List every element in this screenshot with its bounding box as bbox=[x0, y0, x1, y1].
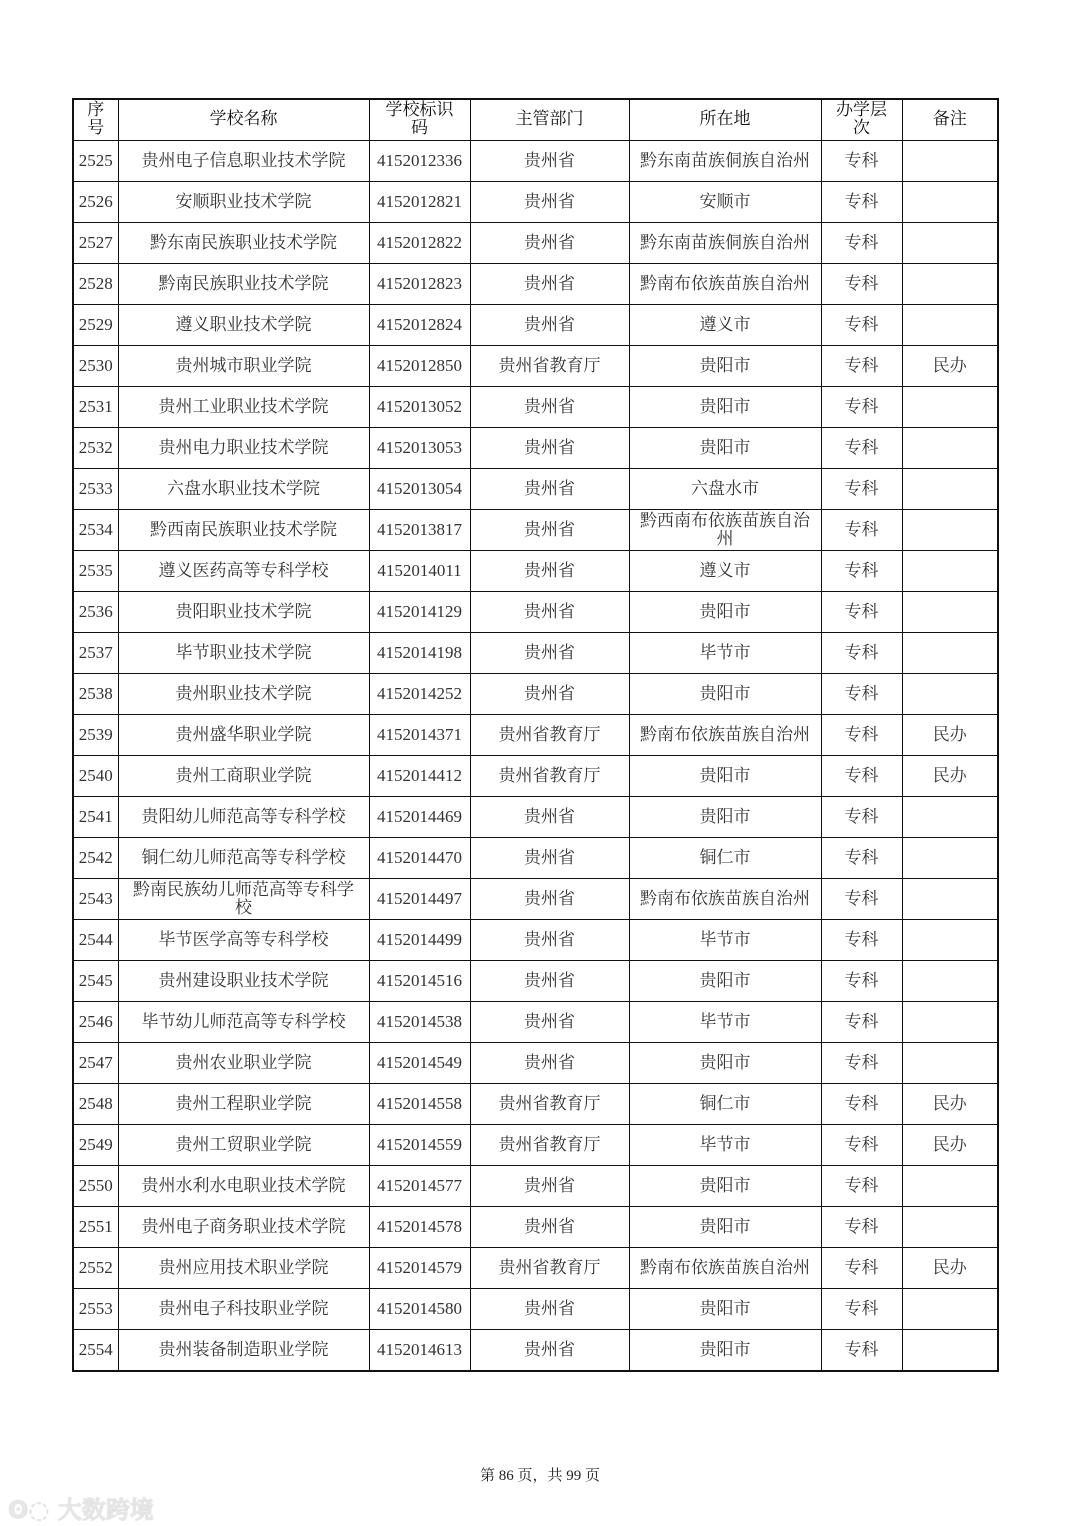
cell-remarks bbox=[902, 387, 998, 428]
cell-school-code: 4152013053 bbox=[369, 428, 470, 469]
cell-index: 2549 bbox=[73, 1125, 118, 1166]
cell-school-code: 4152014559 bbox=[369, 1125, 470, 1166]
cell-school-code: 4152014412 bbox=[369, 756, 470, 797]
table-row bbox=[73, 305, 998, 346]
cell-department: 贵州省 bbox=[470, 838, 629, 879]
cell-level: 专科 bbox=[821, 1330, 902, 1372]
cell-remarks bbox=[902, 1207, 998, 1248]
cell-location: 黔东南苗族侗族自治州 bbox=[629, 141, 821, 182]
header-level: 办学层次 bbox=[821, 99, 902, 141]
cell-school-name: 贵阳幼儿师范高等专科学校 bbox=[118, 797, 369, 838]
cell-remarks bbox=[902, 674, 998, 715]
cell-department: 贵州省 bbox=[470, 223, 629, 264]
table-row bbox=[73, 1248, 998, 1289]
cell-school-name: 遵义医药高等专科学校 bbox=[118, 551, 369, 592]
cell-department: 贵州省 bbox=[470, 428, 629, 469]
cell-department: 贵州省 bbox=[470, 879, 629, 920]
cell-school-code: 4152014252 bbox=[369, 674, 470, 715]
cell-remarks bbox=[902, 428, 998, 469]
cell-location: 遵义市 bbox=[629, 551, 821, 592]
cell-index: 2546 bbox=[73, 1002, 118, 1043]
cell-school-code: 4152012822 bbox=[369, 223, 470, 264]
header-row bbox=[73, 99, 998, 141]
cell-location: 黔南布依族苗族自治州 bbox=[629, 715, 821, 756]
cell-index: 2530 bbox=[73, 346, 118, 387]
cell-location: 贵阳市 bbox=[629, 674, 821, 715]
cell-school-name: 贵州水利水电职业技术学院 bbox=[118, 1166, 369, 1207]
cell-level: 专科 bbox=[821, 715, 902, 756]
table-row bbox=[73, 510, 998, 551]
cell-level: 专科 bbox=[821, 797, 902, 838]
cell-department: 贵州省 bbox=[470, 592, 629, 633]
cell-school-name: 贵州工程职业学院 bbox=[118, 1084, 369, 1125]
cell-location: 黔南布依族苗族自治州 bbox=[629, 264, 821, 305]
cell-school-name: 遵义职业技术学院 bbox=[118, 305, 369, 346]
cell-school-code: 4152012824 bbox=[369, 305, 470, 346]
cell-location: 贵阳市 bbox=[629, 1207, 821, 1248]
cell-remarks bbox=[902, 592, 998, 633]
cell-location: 贵阳市 bbox=[629, 1166, 821, 1207]
cell-school-code: 4152012821 bbox=[369, 182, 470, 223]
cell-level: 专科 bbox=[821, 1002, 902, 1043]
cell-school-code: 4152014011 bbox=[369, 551, 470, 592]
cell-level: 专科 bbox=[821, 141, 902, 182]
cell-remarks: 民办 bbox=[902, 756, 998, 797]
cell-school-code: 4152014549 bbox=[369, 1043, 470, 1084]
cell-location: 贵阳市 bbox=[629, 797, 821, 838]
cell-school-code: 4152014580 bbox=[369, 1289, 470, 1330]
cell-index: 2554 bbox=[73, 1330, 118, 1372]
cell-location: 安顺市 bbox=[629, 182, 821, 223]
cell-index: 2538 bbox=[73, 674, 118, 715]
table-row bbox=[73, 264, 998, 305]
cell-location: 六盘水市 bbox=[629, 469, 821, 510]
cell-school-code: 4152014198 bbox=[369, 633, 470, 674]
cell-index: 2543 bbox=[73, 879, 118, 920]
cell-location: 贵阳市 bbox=[629, 1043, 821, 1084]
cell-department: 贵州省 bbox=[470, 141, 629, 182]
header-department: 主管部门 bbox=[470, 99, 629, 141]
cell-school-code: 4152014578 bbox=[369, 1207, 470, 1248]
cell-school-code: 4152014497 bbox=[369, 879, 470, 920]
cell-location: 贵阳市 bbox=[629, 592, 821, 633]
cell-department: 贵州省教育厅 bbox=[470, 346, 629, 387]
cell-school-code: 4152014613 bbox=[369, 1330, 470, 1372]
cell-department: 贵州省 bbox=[470, 920, 629, 961]
cell-location: 毕节市 bbox=[629, 1125, 821, 1166]
cell-level: 专科 bbox=[821, 182, 902, 223]
cell-remarks bbox=[902, 510, 998, 551]
cell-location: 黔东南苗族侗族自治州 bbox=[629, 223, 821, 264]
cell-index: 2539 bbox=[73, 715, 118, 756]
cell-department: 贵州省 bbox=[470, 1207, 629, 1248]
table-row bbox=[73, 1289, 998, 1330]
watermark-logo: ʘ◌ 大数跨境 bbox=[8, 1496, 154, 1524]
cell-school-name: 六盘水职业技术学院 bbox=[118, 469, 369, 510]
cell-remarks bbox=[902, 551, 998, 592]
cell-index: 2540 bbox=[73, 756, 118, 797]
cell-index: 2547 bbox=[73, 1043, 118, 1084]
cell-school-code: 4152014499 bbox=[369, 920, 470, 961]
cell-school-code: 4152014371 bbox=[369, 715, 470, 756]
cell-department: 贵州省 bbox=[470, 510, 629, 551]
cell-index: 2529 bbox=[73, 305, 118, 346]
cell-location: 毕节市 bbox=[629, 920, 821, 961]
cell-remarks bbox=[902, 264, 998, 305]
cell-index: 2527 bbox=[73, 223, 118, 264]
cell-remarks bbox=[902, 1043, 998, 1084]
cell-location: 毕节市 bbox=[629, 633, 821, 674]
table-row bbox=[73, 346, 998, 387]
cell-level: 专科 bbox=[821, 264, 902, 305]
cell-department: 贵州省 bbox=[470, 1289, 629, 1330]
cell-index: 2535 bbox=[73, 551, 118, 592]
cell-school-name: 贵州工商职业学院 bbox=[118, 756, 369, 797]
cell-level: 专科 bbox=[821, 1289, 902, 1330]
cell-level: 专科 bbox=[821, 1125, 902, 1166]
cell-remarks bbox=[902, 961, 998, 1002]
cell-department: 贵州省 bbox=[470, 1330, 629, 1372]
cell-level: 专科 bbox=[821, 674, 902, 715]
cell-level: 专科 bbox=[821, 838, 902, 879]
cell-remarks bbox=[902, 1289, 998, 1330]
cell-location: 毕节市 bbox=[629, 1002, 821, 1043]
cell-remarks bbox=[902, 879, 998, 920]
cell-department: 贵州省 bbox=[470, 551, 629, 592]
table-row bbox=[73, 756, 998, 797]
cell-level: 专科 bbox=[821, 346, 902, 387]
cell-location: 铜仁市 bbox=[629, 1084, 821, 1125]
cell-level: 专科 bbox=[821, 1248, 902, 1289]
table-row bbox=[73, 961, 998, 1002]
cell-remarks bbox=[902, 305, 998, 346]
cell-location: 贵阳市 bbox=[629, 756, 821, 797]
cell-school-code: 4152014129 bbox=[369, 592, 470, 633]
cell-school-name: 贵阳职业技术学院 bbox=[118, 592, 369, 633]
table-row bbox=[73, 879, 998, 920]
cell-index: 2545 bbox=[73, 961, 118, 1002]
cell-remarks: 民办 bbox=[902, 1125, 998, 1166]
cell-school-name: 贵州装备制造职业学院 bbox=[118, 1330, 369, 1372]
cell-level: 专科 bbox=[821, 223, 902, 264]
cell-school-code: 4152012336 bbox=[369, 141, 470, 182]
cell-school-name: 贵州盛华职业学院 bbox=[118, 715, 369, 756]
cell-school-code: 4152014577 bbox=[369, 1166, 470, 1207]
cell-remarks bbox=[902, 838, 998, 879]
cell-department: 贵州省 bbox=[470, 633, 629, 674]
cell-index: 2534 bbox=[73, 510, 118, 551]
cell-level: 专科 bbox=[821, 387, 902, 428]
cell-department: 贵州省 bbox=[470, 1043, 629, 1084]
cell-remarks bbox=[902, 469, 998, 510]
cell-level: 专科 bbox=[821, 756, 902, 797]
cell-remarks bbox=[902, 223, 998, 264]
header-location: 所在地 bbox=[629, 99, 821, 141]
table-row bbox=[73, 920, 998, 961]
cell-location: 贵阳市 bbox=[629, 961, 821, 1002]
table-row bbox=[73, 469, 998, 510]
table-row bbox=[73, 1084, 998, 1125]
page-footer: 第 86 页，共 99 页 bbox=[479, 1468, 600, 1484]
cell-department: 贵州省 bbox=[470, 469, 629, 510]
table-row bbox=[73, 838, 998, 879]
cell-remarks bbox=[902, 1330, 998, 1372]
cell-remarks: 民办 bbox=[902, 715, 998, 756]
cell-school-name: 毕节幼儿师范高等专科学校 bbox=[118, 1002, 369, 1043]
cell-department: 贵州省 bbox=[470, 797, 629, 838]
cell-school-code: 4152014469 bbox=[369, 797, 470, 838]
header-school-name: 学校名称 bbox=[118, 99, 369, 141]
cell-department: 贵州省 bbox=[470, 961, 629, 1002]
cell-department: 贵州省 bbox=[470, 182, 629, 223]
cell-department: 贵州省教育厅 bbox=[470, 1125, 629, 1166]
cell-index: 2541 bbox=[73, 797, 118, 838]
table-row bbox=[73, 551, 998, 592]
cell-remarks bbox=[902, 633, 998, 674]
cell-school-name: 黔南民族职业技术学院 bbox=[118, 264, 369, 305]
cell-location: 贵阳市 bbox=[629, 346, 821, 387]
cell-level: 专科 bbox=[821, 1043, 902, 1084]
table-row bbox=[73, 1043, 998, 1084]
cell-location: 铜仁市 bbox=[629, 838, 821, 879]
cell-index: 2526 bbox=[73, 182, 118, 223]
school-list-table bbox=[72, 98, 999, 1372]
table-row bbox=[73, 182, 998, 223]
table-row bbox=[73, 715, 998, 756]
cell-department: 贵州省 bbox=[470, 674, 629, 715]
table-row bbox=[73, 141, 998, 182]
cell-remarks: 民办 bbox=[902, 346, 998, 387]
cell-school-code: 4152014538 bbox=[369, 1002, 470, 1043]
table-row bbox=[73, 428, 998, 469]
cell-school-name: 黔东南民族职业技术学院 bbox=[118, 223, 369, 264]
table-row bbox=[73, 223, 998, 264]
cell-location: 黔南布依族苗族自治州 bbox=[629, 1248, 821, 1289]
cell-index: 2528 bbox=[73, 264, 118, 305]
cell-index: 2533 bbox=[73, 469, 118, 510]
cell-index: 2531 bbox=[73, 387, 118, 428]
cell-index: 2525 bbox=[73, 141, 118, 182]
cell-remarks bbox=[902, 797, 998, 838]
table-row bbox=[73, 797, 998, 838]
table-row bbox=[73, 674, 998, 715]
header-index: 序号 bbox=[73, 99, 118, 141]
table-row bbox=[73, 592, 998, 633]
cell-school-code: 4152013054 bbox=[369, 469, 470, 510]
cell-school-name: 贵州农业职业学院 bbox=[118, 1043, 369, 1084]
cell-index: 2550 bbox=[73, 1166, 118, 1207]
cell-school-name: 黔南民族幼儿师范高等专科学校 bbox=[118, 879, 369, 920]
cell-school-name: 贵州应用技术职业学院 bbox=[118, 1248, 369, 1289]
cell-school-code: 4152014579 bbox=[369, 1248, 470, 1289]
cell-level: 专科 bbox=[821, 510, 902, 551]
table-row bbox=[73, 1002, 998, 1043]
cell-level: 专科 bbox=[821, 551, 902, 592]
cell-department: 贵州省教育厅 bbox=[470, 756, 629, 797]
cell-remarks: 民办 bbox=[902, 1084, 998, 1125]
cell-school-name: 贵州城市职业学院 bbox=[118, 346, 369, 387]
cell-index: 2537 bbox=[73, 633, 118, 674]
cell-location: 贵阳市 bbox=[629, 1289, 821, 1330]
cell-level: 专科 bbox=[821, 469, 902, 510]
cell-index: 2544 bbox=[73, 920, 118, 961]
cell-level: 专科 bbox=[821, 879, 902, 920]
cell-level: 专科 bbox=[821, 961, 902, 1002]
cell-department: 贵州省 bbox=[470, 1002, 629, 1043]
cell-location: 贵阳市 bbox=[629, 428, 821, 469]
cell-school-name: 贵州电子信息职业技术学院 bbox=[118, 141, 369, 182]
cell-level: 专科 bbox=[821, 1166, 902, 1207]
cell-location: 遵义市 bbox=[629, 305, 821, 346]
cell-remarks: 民办 bbox=[902, 1248, 998, 1289]
cell-index: 2551 bbox=[73, 1207, 118, 1248]
cell-level: 专科 bbox=[821, 592, 902, 633]
table-row bbox=[73, 1207, 998, 1248]
cell-index: 2553 bbox=[73, 1289, 118, 1330]
cell-location: 贵阳市 bbox=[629, 1330, 821, 1372]
cell-school-name: 毕节医学高等专科学校 bbox=[118, 920, 369, 961]
header-remarks: 备注 bbox=[902, 99, 998, 141]
cell-school-code: 4152014558 bbox=[369, 1084, 470, 1125]
cell-school-name: 贵州工业职业技术学院 bbox=[118, 387, 369, 428]
cell-level: 专科 bbox=[821, 1207, 902, 1248]
cell-location: 贵阳市 bbox=[629, 387, 821, 428]
cell-school-name: 毕节职业技术学院 bbox=[118, 633, 369, 674]
cell-school-name: 铜仁幼儿师范高等专科学校 bbox=[118, 838, 369, 879]
cell-department: 贵州省教育厅 bbox=[470, 1084, 629, 1125]
cell-school-name: 贵州电力职业技术学院 bbox=[118, 428, 369, 469]
cell-level: 专科 bbox=[821, 428, 902, 469]
cell-index: 2532 bbox=[73, 428, 118, 469]
cell-school-name: 贵州电子科技职业学院 bbox=[118, 1289, 369, 1330]
cell-level: 专科 bbox=[821, 1084, 902, 1125]
cell-remarks bbox=[902, 182, 998, 223]
cell-school-name: 贵州建设职业技术学院 bbox=[118, 961, 369, 1002]
cell-location: 黔南布依族苗族自治州 bbox=[629, 879, 821, 920]
table-row bbox=[73, 1125, 998, 1166]
table-row bbox=[73, 1330, 998, 1372]
table-row bbox=[73, 387, 998, 428]
cell-remarks bbox=[902, 1166, 998, 1207]
cell-level: 专科 bbox=[821, 305, 902, 346]
cell-department: 贵州省 bbox=[470, 305, 629, 346]
cell-school-name: 贵州电子商务职业技术学院 bbox=[118, 1207, 369, 1248]
cell-remarks bbox=[902, 1002, 998, 1043]
cell-index: 2536 bbox=[73, 592, 118, 633]
cell-school-code: 4152013817 bbox=[369, 510, 470, 551]
cell-level: 专科 bbox=[821, 920, 902, 961]
cell-department: 贵州省 bbox=[470, 387, 629, 428]
cell-school-code: 4152013052 bbox=[369, 387, 470, 428]
cell-school-code: 4152012850 bbox=[369, 346, 470, 387]
cell-level: 专科 bbox=[821, 633, 902, 674]
cell-school-code: 4152014470 bbox=[369, 838, 470, 879]
table-row bbox=[73, 633, 998, 674]
cell-department: 贵州省 bbox=[470, 1166, 629, 1207]
cell-department: 贵州省教育厅 bbox=[470, 1248, 629, 1289]
cell-index: 2552 bbox=[73, 1248, 118, 1289]
cell-location: 黔西南布依族苗族自治州 bbox=[629, 510, 821, 551]
cell-school-name: 贵州工贸职业学院 bbox=[118, 1125, 369, 1166]
cell-school-code: 4152014516 bbox=[369, 961, 470, 1002]
cell-index: 2548 bbox=[73, 1084, 118, 1125]
cell-remarks bbox=[902, 141, 998, 182]
cell-school-name: 安顺职业技术学院 bbox=[118, 182, 369, 223]
cell-school-name: 黔西南民族职业技术学院 bbox=[118, 510, 369, 551]
cell-index: 2542 bbox=[73, 838, 118, 879]
cell-school-code: 4152012823 bbox=[369, 264, 470, 305]
cell-department: 贵州省教育厅 bbox=[470, 715, 629, 756]
cell-school-name: 贵州职业技术学院 bbox=[118, 674, 369, 715]
cell-remarks bbox=[902, 920, 998, 961]
header-school-code: 学校标识码 bbox=[369, 99, 470, 141]
table-row bbox=[73, 1166, 998, 1207]
cell-department: 贵州省 bbox=[470, 264, 629, 305]
